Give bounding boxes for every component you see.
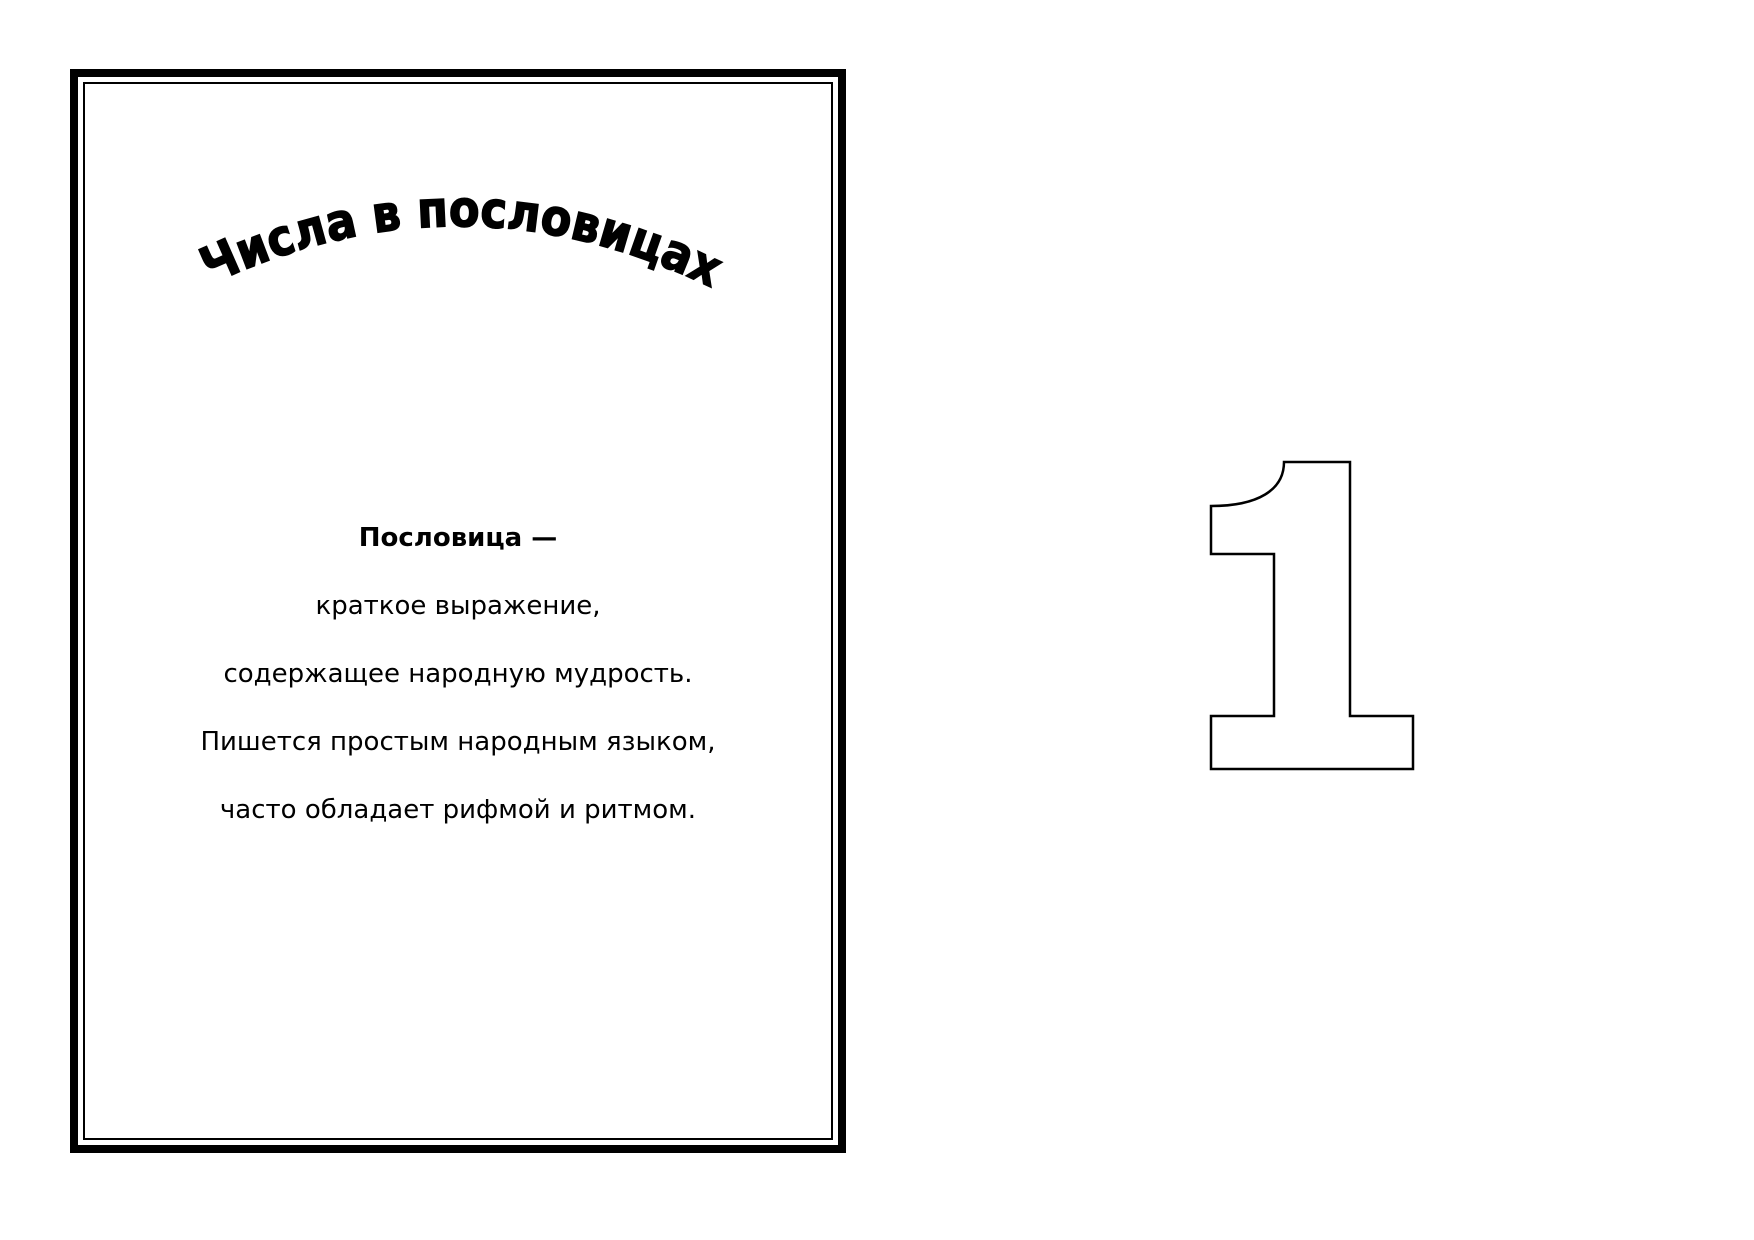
- card-title-text: Числа в пословицах: [191, 179, 735, 300]
- digit-one-outline: [1211, 462, 1413, 769]
- definition-line-4: часто обладает рифмой и ритмом.: [219, 795, 697, 825]
- definition-line-3: Пишется простым народным языком,: [200, 727, 716, 757]
- definition-term: Пословица —: [358, 523, 558, 553]
- definition-line-2: содержащее народную мудрость.: [223, 659, 693, 689]
- definition-line-1: краткое выражение,: [315, 591, 601, 621]
